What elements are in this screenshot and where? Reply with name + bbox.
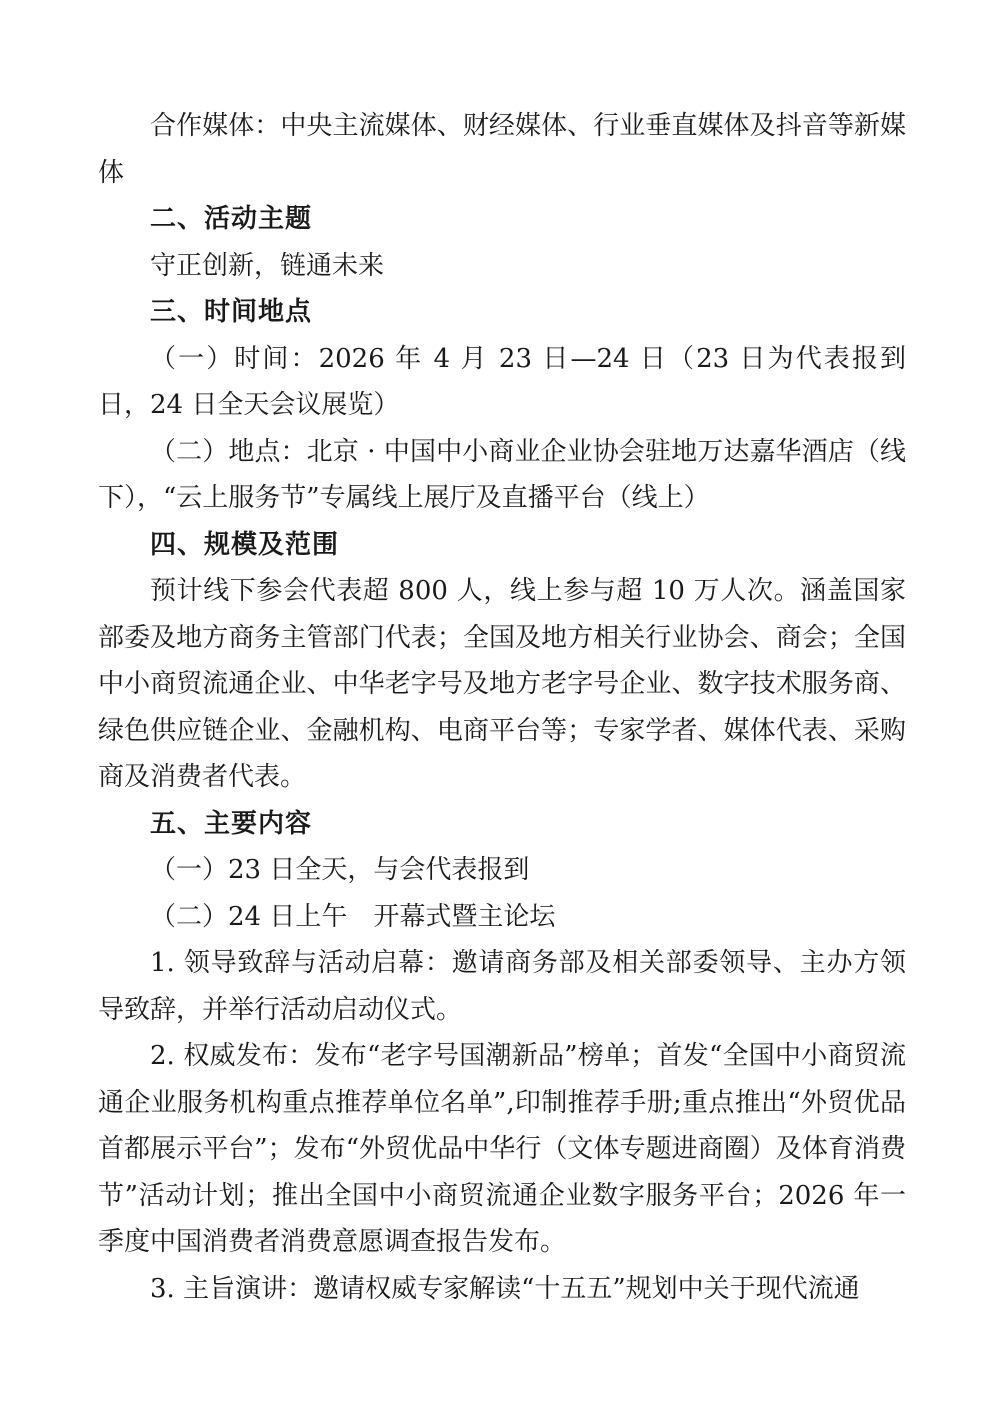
section-5-item-1: （一）23 日全天，与会代表报到: [150, 855, 530, 885]
section-5-heading: 五、主要内容: [150, 808, 313, 839]
document-body: [98, 103, 906, 1312]
media-partners-paragraph: 合作媒体：中央主流媒体、财经媒体、行业垂直媒体及抖音等新媒体: [98, 111, 906, 188]
section-5-point-1: 1. 领导致辞与活动启幕：邀请商务部及相关部委领导、主办方领导致辞，并举行活动启动仪式。: [98, 948, 906, 1025]
section-3-time: （一）时间：2026 年 4 月 23 日—24 日（23 日为代表报到日，24 日全天会议展览）: [98, 343, 906, 420]
section-3-heading: 三、时间地点: [150, 297, 313, 327]
section-4-body: 预计线下参会代表超 800 人，线上参与超 10 万人次。涵盖国家部委及地方商务主管部门代表；全国及地方相关行业协会、商会；全国中小商贸流通企业、中华老字号及地方老字号企业、数字技术服务商、绿色供应链企业、金融机构、电商平台等；专家学者、媒体代表、采购商及消费者代表。: [98, 576, 906, 792]
section-5-point-2: 2. 权威发布：发布“老字号国潮新品”榜单；首发“全国中小商贸流通企业服务机构重点推荐单位名单”,印制推荐手册;重点推出“外贸优品首都展示平台”；发布“外贸优品中华行（文体专题进商圈）及体育消费节”活动计划；推出全国中小商贸流通企业数字服务平台；2026 年一季度中国消费者消费意愿调查报告发布。: [98, 1041, 906, 1257]
section-5-point-3: 3. 主旨演讲：邀请权威专家解读“十五五”规划中关于现代流通: [150, 1273, 860, 1304]
section-3-place: （二）地点：北京 · 中国中小商业企业协会驻地万达嘉华酒店（线下），“云上服务节”专属线上展厅及直播平台（线上）: [98, 436, 906, 513]
section-2-theme: 守正创新，链通未来: [150, 250, 385, 281]
section-4-heading: 四、规模及范围: [150, 529, 340, 560]
section-2-heading: 二、活动主题: [150, 204, 313, 234]
section-5-item-2: （二）24 日上午 开幕式暨主论坛: [150, 901, 556, 932]
